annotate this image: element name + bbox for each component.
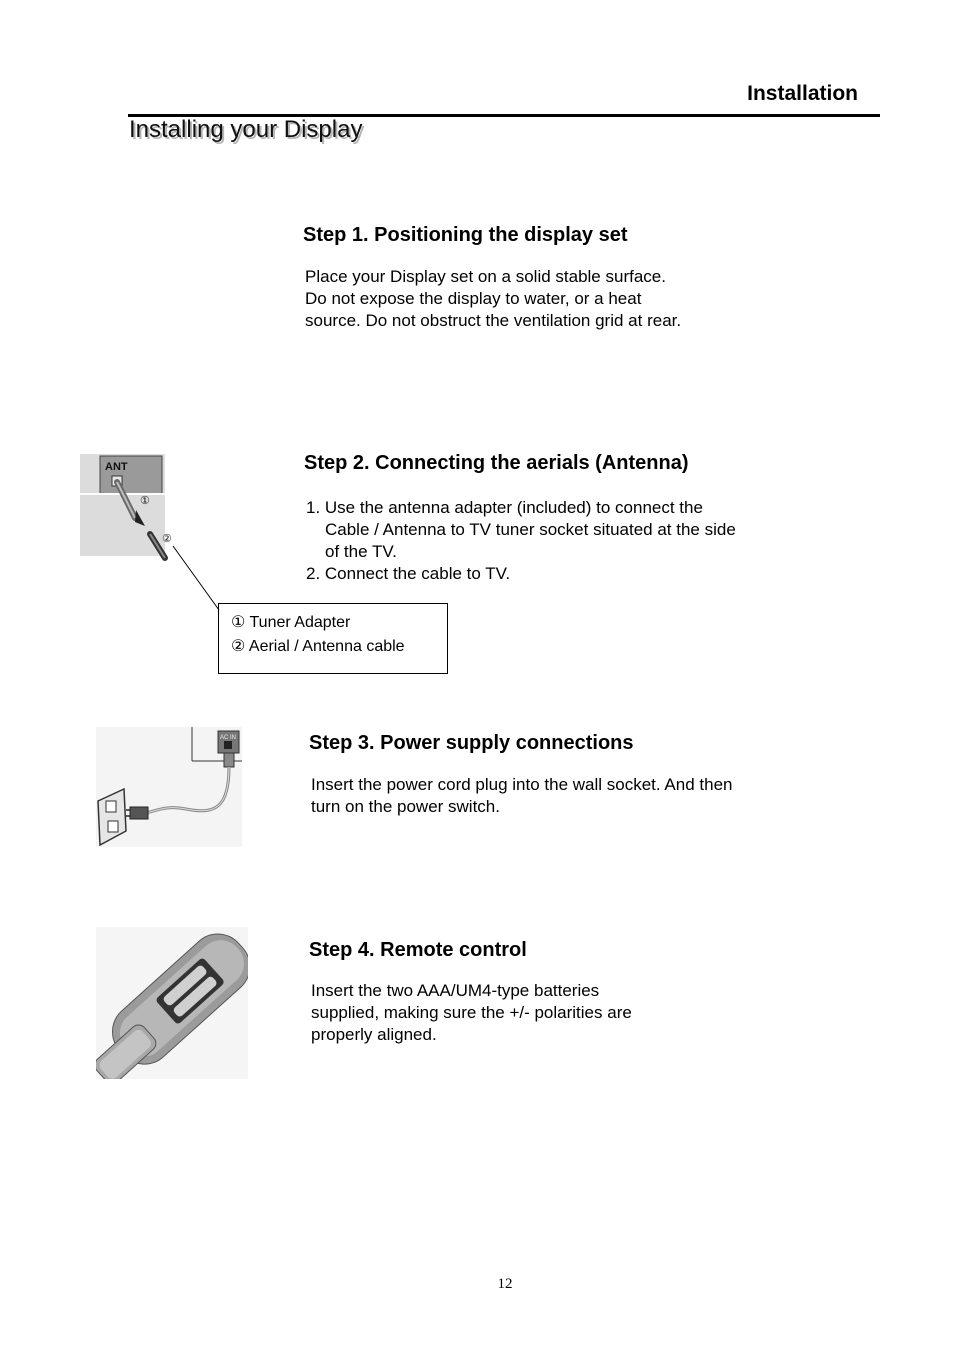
step-4-heading: Step 4. Remote control — [309, 939, 527, 961]
step-1-body — [305, 266, 681, 332]
step-3-line: turn on the power switch. — [311, 797, 500, 816]
antenna-connection-illustration — [78, 452, 223, 612]
power-connection-illustration — [96, 727, 242, 847]
legend-item: ② Aerial / Antenna cable — [231, 638, 405, 655]
step-1-line: source. Do not obstruct the ventilation grid at rear. — [305, 311, 682, 330]
step-4-line: properly aligned. — [311, 1025, 437, 1044]
step-2-line: Cable / Antenna to TV tuner socket situated at the side — [325, 520, 736, 539]
step-2-line: 1. Use the antenna adapter (included) to connect the — [306, 498, 703, 517]
step-4-body — [311, 980, 632, 1046]
ant-panel-label: ANT — [105, 461, 128, 473]
step-2-heading: Step 2. Connecting the aerials (Antenna) — [304, 452, 689, 474]
page-title: Installing your Display — [129, 116, 363, 143]
step-2-body — [306, 497, 736, 585]
marker-2: ② — [162, 533, 172, 545]
remote-control-illustration — [96, 927, 248, 1079]
step-3-body — [311, 774, 732, 818]
legend-item: ① Tuner Adapter — [231, 614, 351, 631]
step-3-line: Insert the power cord plug into the wall socket. And then — [311, 775, 733, 794]
step-4-line: supplied, making sure the +/- polarities are — [311, 1003, 632, 1022]
marker-1: ① — [140, 495, 150, 507]
section-title: Installation — [747, 82, 858, 105]
step-2-line: of the TV. — [325, 542, 397, 561]
step-3-heading: Step 3. Power supply connections — [309, 732, 634, 754]
step-1-line: Do not expose the display to water, or a heat — [305, 289, 642, 308]
step-4-line: Insert the two AAA/UM4-type batteries — [311, 981, 600, 1000]
legend-box — [218, 603, 448, 674]
step-2-line: 2. Connect the cable to TV. — [306, 564, 511, 583]
step-1-line: Place your Display set on a solid stable surface. — [305, 267, 666, 286]
page-number: 12 — [497, 1276, 513, 1292]
step-1-heading: Step 1. Positioning the display set — [303, 224, 628, 246]
ac-in-label: AC IN — [220, 735, 237, 741]
